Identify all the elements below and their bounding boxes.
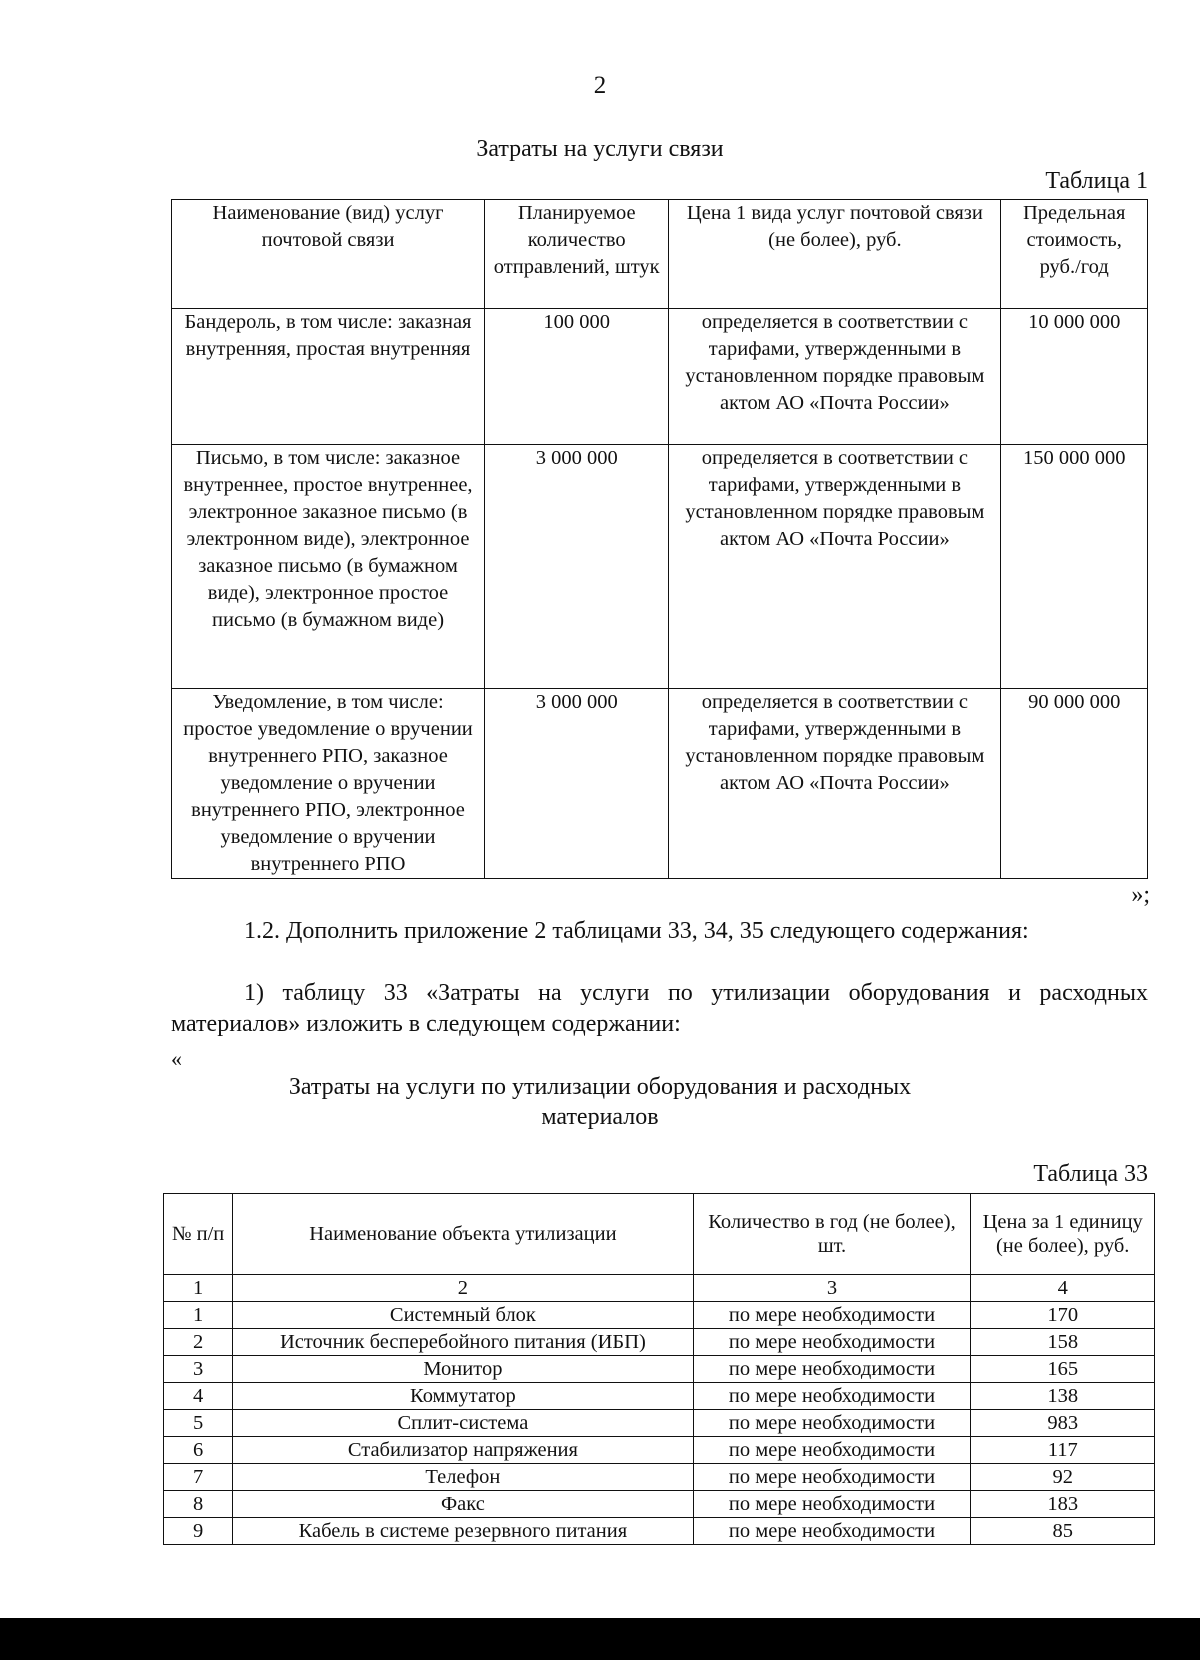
row-quantity: 3 000 000: [485, 445, 669, 689]
row-price: 158: [971, 1329, 1155, 1356]
row-object-name: Стабилизатор напряжения: [233, 1437, 693, 1464]
row-quantity: по мере необходимости: [693, 1464, 971, 1491]
table1-label: Таблица 1: [1045, 168, 1148, 194]
table33-title-line2: материалов: [541, 1104, 659, 1130]
closing-quote: »;: [1131, 882, 1150, 908]
row-number: 4: [164, 1383, 233, 1410]
table33-label: Таблица 33: [1033, 1161, 1148, 1187]
table-row: [164, 1491, 1155, 1518]
table-row: [164, 1329, 1155, 1356]
table-row: [164, 1464, 1155, 1491]
table-header-row: [172, 200, 1148, 309]
row-number: 9: [164, 1518, 233, 1545]
row-cost: 90 000 000: [1001, 689, 1148, 879]
header-object-name: Наименование объекта утилизации: [233, 1194, 693, 1275]
row-object-name: Кабель в системе резервного питания: [233, 1518, 693, 1545]
postal-services-table: [171, 199, 1148, 879]
row-quantity: по мере необходимости: [693, 1491, 971, 1518]
row-number: 7: [164, 1464, 233, 1491]
page-number: 2: [593, 72, 607, 99]
header-service-name: Наименование (вид) услуг почтовой связи: [172, 200, 485, 309]
row-price: 85: [971, 1518, 1155, 1545]
row-price: 170: [971, 1302, 1155, 1329]
row-service-name: Письмо, в том числе: заказное внутреннее, простое внутреннее, электронное заказное письмо (в электронном виде), электронное заказное письмо (в бумажном виде), электронное простое письмо (в бумажном виде): [172, 445, 485, 689]
row-price: определяется в соответствии с тарифами, утвержденными в установленном порядке правовым актом АО «Почта России»: [669, 309, 1001, 445]
row-price: определяется в соответствии с тарифами, утвержденными в установленном порядке правовым актом АО «Почта России»: [669, 445, 1001, 689]
row-number: 6: [164, 1437, 233, 1464]
disposal-table: [163, 1193, 1155, 1545]
row-number: 3: [164, 1356, 233, 1383]
row-cost: 10 000 000: [1001, 309, 1148, 445]
row-quantity: 100 000: [485, 309, 669, 445]
header-unit-price: Цена за 1 единицу (не более), руб.: [971, 1194, 1155, 1275]
table1-title: Затраты на услуги связи: [476, 136, 724, 162]
table-row: [164, 1437, 1155, 1464]
table-row: [172, 309, 1148, 445]
table-row: [164, 1518, 1155, 1545]
column-index-row: [164, 1275, 1155, 1302]
table-row: [164, 1356, 1155, 1383]
opening-quote: «: [171, 1046, 182, 1071]
header-quantity-per-year: Количество в год (не более), шт.: [693, 1194, 971, 1275]
header-planned-quantity: Планируемое количество отправлений, штук: [485, 200, 669, 309]
row-quantity: по мере необходимости: [693, 1329, 971, 1356]
table-row: [172, 689, 1148, 879]
column-index: 1: [164, 1275, 233, 1302]
table33-title: [0, 1072, 1200, 1132]
column-index: 4: [971, 1275, 1155, 1302]
row-object-name: Системный блок: [233, 1302, 693, 1329]
row-object-name: Коммутатор: [233, 1383, 693, 1410]
table-row: [164, 1383, 1155, 1410]
row-number: 1: [164, 1302, 233, 1329]
table33-title-line1: Затраты на услуги по утилизации оборудования и расходных: [288, 1074, 912, 1100]
table-row: [164, 1302, 1155, 1329]
paragraph-item-1: 1) таблицу 33 «Затраты на услуги по утилизации оборудования и расходных материалов» изложить в следующем содержании:: [171, 980, 1148, 1037]
row-price: 983: [971, 1410, 1155, 1437]
table-header-row: [164, 1194, 1155, 1275]
row-price: 138: [971, 1383, 1155, 1410]
scan-bottom-border: [0, 1618, 1200, 1660]
column-index: 2: [233, 1275, 693, 1302]
row-service-name: Бандероль, в том числе: заказная внутренняя, простая внутренняя: [172, 309, 485, 445]
row-quantity: по мере необходимости: [693, 1518, 971, 1545]
row-object-name: Телефон: [233, 1464, 693, 1491]
row-price: 165: [971, 1356, 1155, 1383]
row-price: 117: [971, 1437, 1155, 1464]
row-quantity: по мере необходимости: [693, 1410, 971, 1437]
header-number: № п/п: [164, 1194, 233, 1275]
row-price: 183: [971, 1491, 1155, 1518]
row-service-name: Уведомление, в том числе: простое уведомление о вручении внутреннего РПО, заказное уведомление о вручении внутреннего РПО, электронное уведомление о вручении внутреннего РПО: [172, 689, 485, 879]
column-index: 3: [693, 1275, 971, 1302]
row-number: 2: [164, 1329, 233, 1356]
row-quantity: по мере необходимости: [693, 1302, 971, 1329]
paragraph-1-2: 1.2. Дополнить приложение 2 таблицами 33, 34, 35 следующего содержания:: [244, 918, 1029, 944]
header-max-cost: Предельная стоимость, руб./год: [1001, 200, 1148, 309]
row-number: 8: [164, 1491, 233, 1518]
row-object-name: Монитор: [233, 1356, 693, 1383]
row-number: 5: [164, 1410, 233, 1437]
row-object-name: Источник бесперебойного питания (ИБП): [233, 1329, 693, 1356]
row-object-name: Факс: [233, 1491, 693, 1518]
row-cost: 150 000 000: [1001, 445, 1148, 689]
header-unit-price: Цена 1 вида услуг почтовой связи (не более), руб.: [669, 200, 1001, 309]
row-quantity: по мере необходимости: [693, 1356, 971, 1383]
row-quantity: по мере необходимости: [693, 1383, 971, 1410]
row-quantity: 3 000 000: [485, 689, 669, 879]
row-price: определяется в соответствии с тарифами, утвержденными в установленном порядке правовым актом АО «Почта России»: [669, 689, 1001, 879]
table-row: [172, 445, 1148, 689]
row-quantity: по мере необходимости: [693, 1437, 971, 1464]
table-row: [164, 1410, 1155, 1437]
row-object-name: Сплит-система: [233, 1410, 693, 1437]
row-price: 92: [971, 1464, 1155, 1491]
